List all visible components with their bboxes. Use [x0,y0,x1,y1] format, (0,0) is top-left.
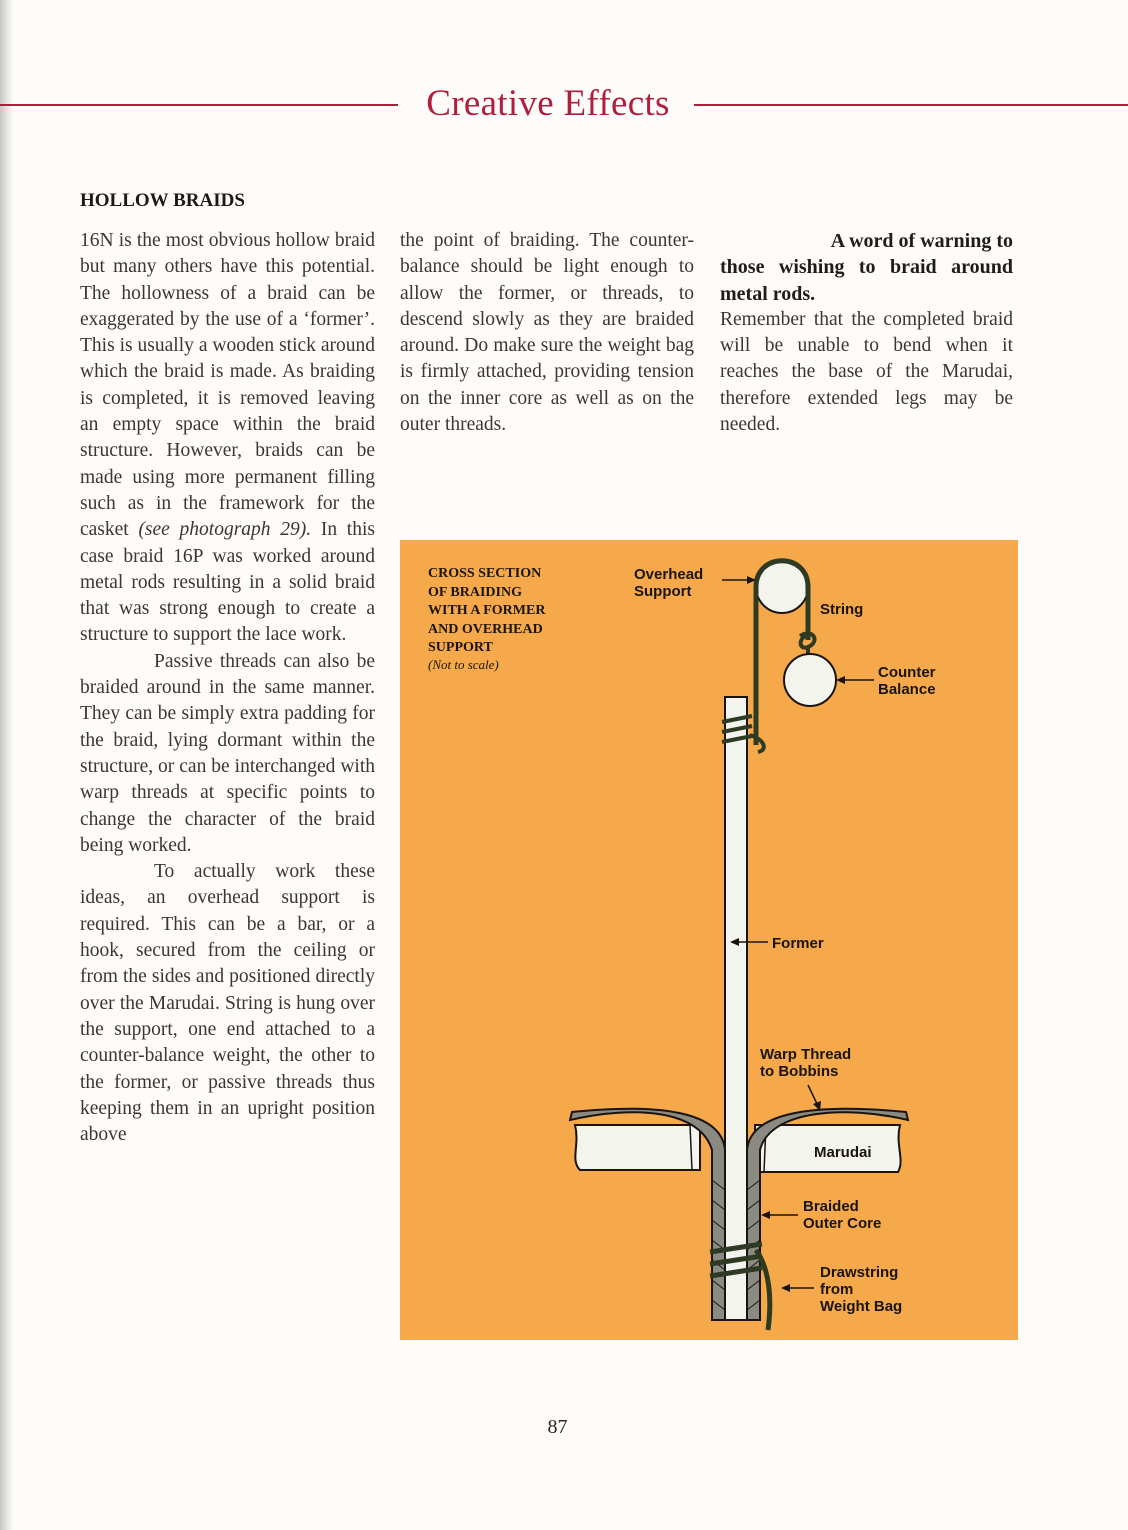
diagram-svg [400,540,1018,1340]
warning-heading-line-1: A word of warning to [830,230,1013,252]
label-warp-thread: Warp Thread [760,1046,852,1063]
label-braided-outer-core: Outer Core [803,1215,882,1232]
caption-line: AND OVERHEAD [428,622,543,637]
paragraph-text: 16N is the most obvious hollow braid but many others have this potential. The hollowness of a braid can be exaggerated by the use of a ‘former’. This is usually a wooden stick around which the braid is made. As braiding is completed, it is removed leaving an empty space within the braid structure. However, braids can be made using more permanent filling such as in the framework for the casket [80,230,375,541]
former-rod [725,697,747,1320]
label-counter-balance: Balance [878,681,936,698]
label-overhead-support: Support [634,583,692,600]
paragraph: the point of braiding. The counter-balance should be light enough to allow the former, or threads, to descend slowly as they are braided around. Do make sure the weight bag is firmly attached, providing tension on the inner core as well as on the outer threads. [400,230,694,436]
warning-heading-line-2: those wishing to braid around metal rods. [720,256,1013,305]
section-title: HOLLOW BRAIDS [80,190,245,211]
braiding-diagram [400,540,1018,1340]
paragraph: To actually work these ideas, an overhead support is required. This can be a bar, or a hook, secured from the ceiling or from the sides and positioned directly over the Marudai. String is hung over the support, one end attached to a counter-balance weight, the other to the former, or passive threads thus keeping them in an upright position above [80,861,375,1146]
header-rule-left [0,104,398,106]
binding-gutter [0,0,14,1530]
label-overhead-support: Overhead [634,566,704,583]
label-drawstring: from [820,1281,854,1298]
counter-balance-weight [784,654,836,706]
text-column-2 [400,228,694,438]
label-drawstring: Drawstring [820,1264,899,1281]
caption-line: OF BRAIDING [428,585,522,600]
label-string: String [820,601,864,618]
marudai-left-surface [575,1125,700,1170]
label-former: Former [772,935,824,952]
text-column-1 [80,228,375,1148]
page-number: 87 [547,1416,568,1438]
paragraph: Passive threads can also be braided around in the same manner. They can be simply extra padding for the braid, lying dormant within the structure, or can be interchanged with warp threads at specific points to change the character of the braid being worked. [80,650,375,856]
photo-reference: (see photograph 29). [138,519,312,541]
label-drawstring: Weight Bag [820,1298,903,1315]
text-column-3 [720,228,1013,438]
caption-note: (Not to scale) [428,657,499,672]
caption-line: CROSS SECTION [428,566,542,581]
paragraph: Remember that the completed braid will be unable to bend when it reaches the base of the Marudai, therefore extended legs may be needed. [720,308,1013,436]
label-marudai: Marudai [814,1144,872,1161]
header-rule-right [694,104,1128,106]
caption-line: WITH A FORMER [428,603,546,618]
chapter-title: Creative Effects [426,83,670,124]
label-warp-thread: to Bobbins [760,1063,839,1080]
label-braided-outer-core: Braided [803,1198,859,1215]
paragraph-text: In this case braid 16P was worked around metal rods resulting in a solid braid that was strong enough to create a structure to support the lace work. [80,519,375,646]
page-header [0,82,1128,132]
label-counter-balance: Counter [878,664,936,681]
caption-line: SUPPORT [428,640,493,655]
paragraph [80,228,375,649]
